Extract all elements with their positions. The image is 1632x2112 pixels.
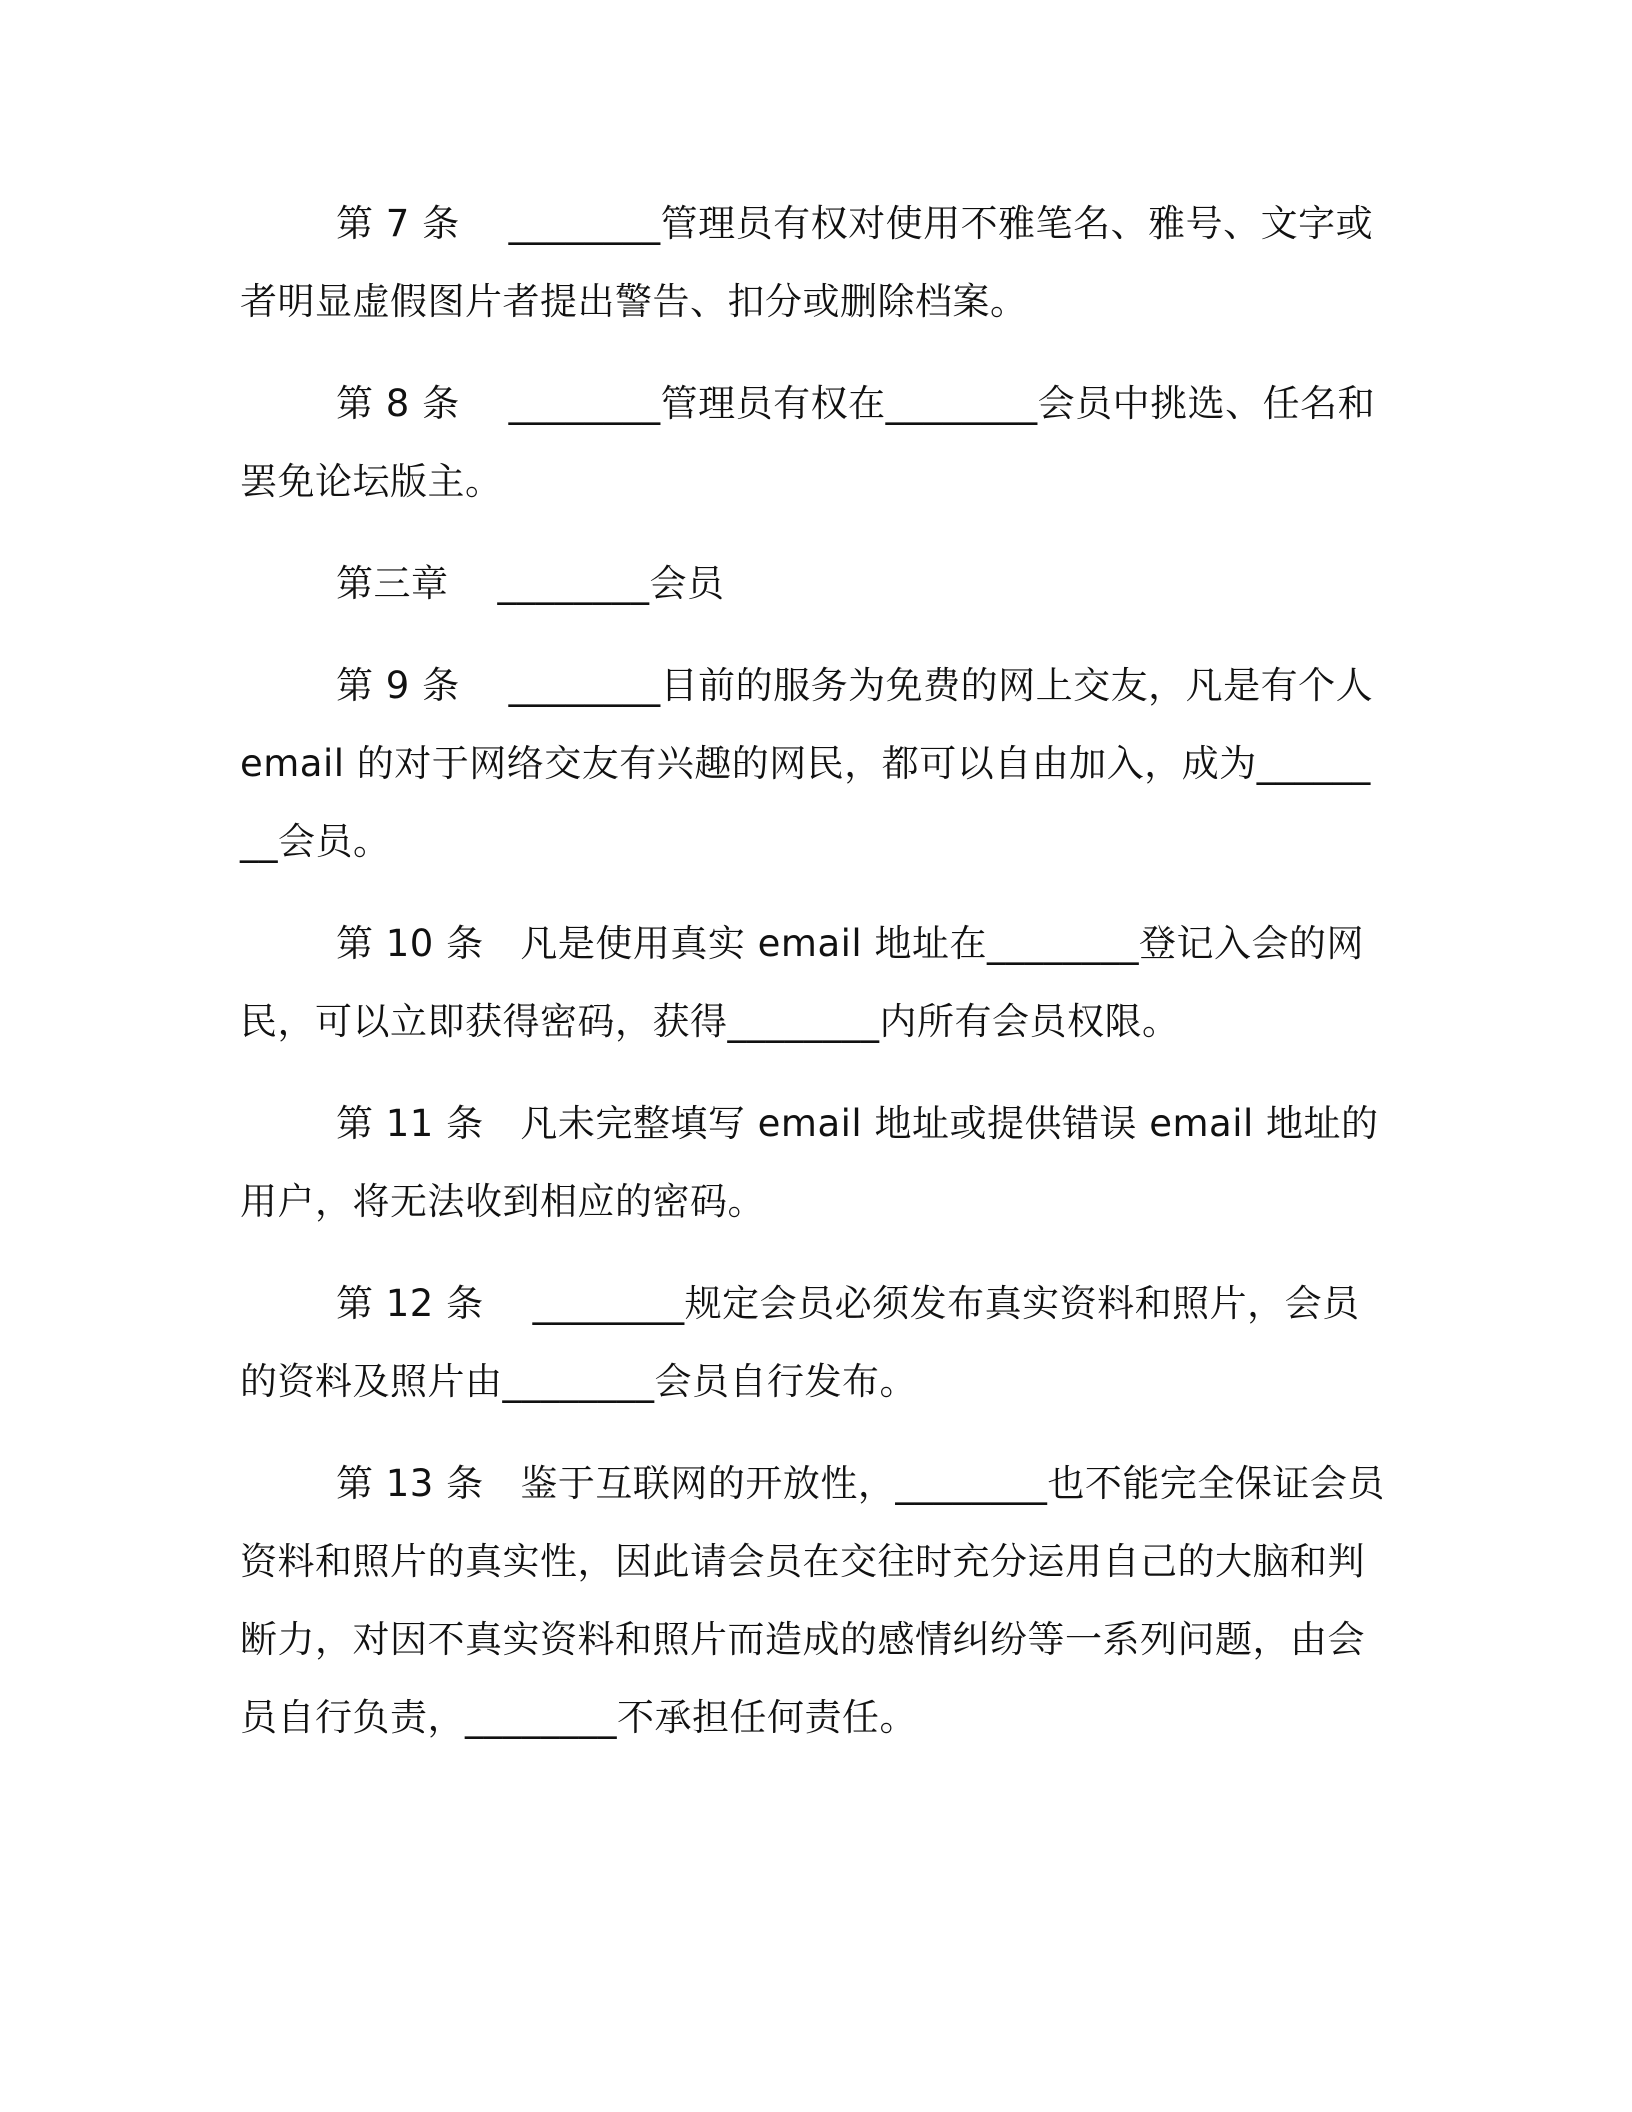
- article-11-label: 第 11 条: [336, 1102, 484, 1145]
- article-8-text: ________管理员有权在________会员中挑选、任名和罢免论坛版主。: [240, 382, 1376, 503]
- article-13-label: 第 13 条: [336, 1462, 484, 1505]
- article-9-text: ________目前的服务为免费的网上交友，凡是有个人 email 的对于网络交友有兴趣的网民，都可以自由加入，成为________会员。: [240, 664, 1374, 863]
- article-9-label: 第 9 条: [336, 664, 460, 707]
- article-12: [240, 1265, 1388, 1421]
- article-10: [240, 905, 1388, 1061]
- chapter-3-title: ________会员: [497, 562, 725, 605]
- document-body: [240, 185, 1388, 1781]
- chapter-3-label: 第三章: [336, 562, 449, 605]
- article-10-text: 凡是使用真实 email 地址在________登记入会的网民，可以立即获得密码，获得________内所有会员权限。: [240, 922, 1364, 1043]
- article-13: [240, 1445, 1388, 1757]
- article-7-text: ________管理员有权对使用不雅笔名、雅号、文字或者明显虚假图片者提出警告、扣分或删除档案。: [240, 202, 1374, 323]
- article-7: [240, 185, 1388, 341]
- article-8-label: 第 8 条: [336, 382, 460, 425]
- article-12-label: 第 12 条: [336, 1282, 484, 1325]
- article-11-text: 凡未完整填写 email 地址或提供错误 email 地址的用户，将无法收到相应的密码。: [240, 1102, 1379, 1223]
- article-10-label: 第 10 条: [336, 922, 484, 965]
- article-11: [240, 1085, 1388, 1241]
- article-13-text: 鉴于互联网的开放性，________也不能完全保证会员资料和照片的真实性，因此请会员在交往时充分运用自己的大脑和判断力，对因不真实资料和照片而造成的感情纠纷等一系列问题，由会员自行负责，________不承担任何责任。: [240, 1462, 1385, 1739]
- article-12-text: ________规定会员必须发布真实资料和照片，会员的资料及照片由________会员自行发布。: [240, 1282, 1360, 1403]
- article-9: [240, 647, 1388, 881]
- article-7-label: 第 7 条: [336, 202, 460, 245]
- chapter-3-heading: [240, 545, 1388, 623]
- article-8: [240, 365, 1388, 521]
